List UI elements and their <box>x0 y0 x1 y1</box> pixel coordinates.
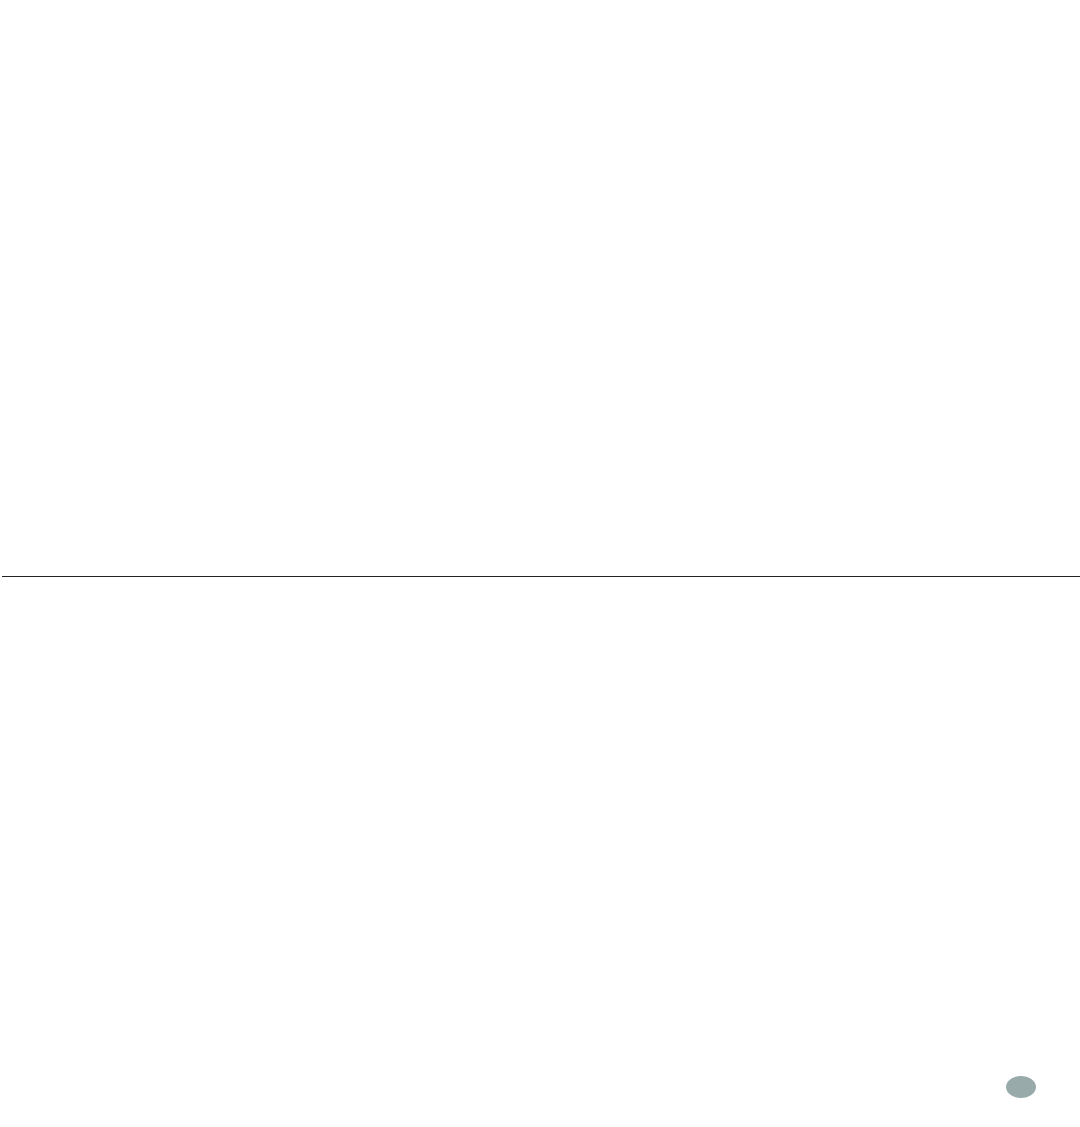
watermark <box>1006 1071 1044 1101</box>
orders-table-bottom <box>2 576 1080 577</box>
wechat-icon <box>1006 1076 1036 1098</box>
